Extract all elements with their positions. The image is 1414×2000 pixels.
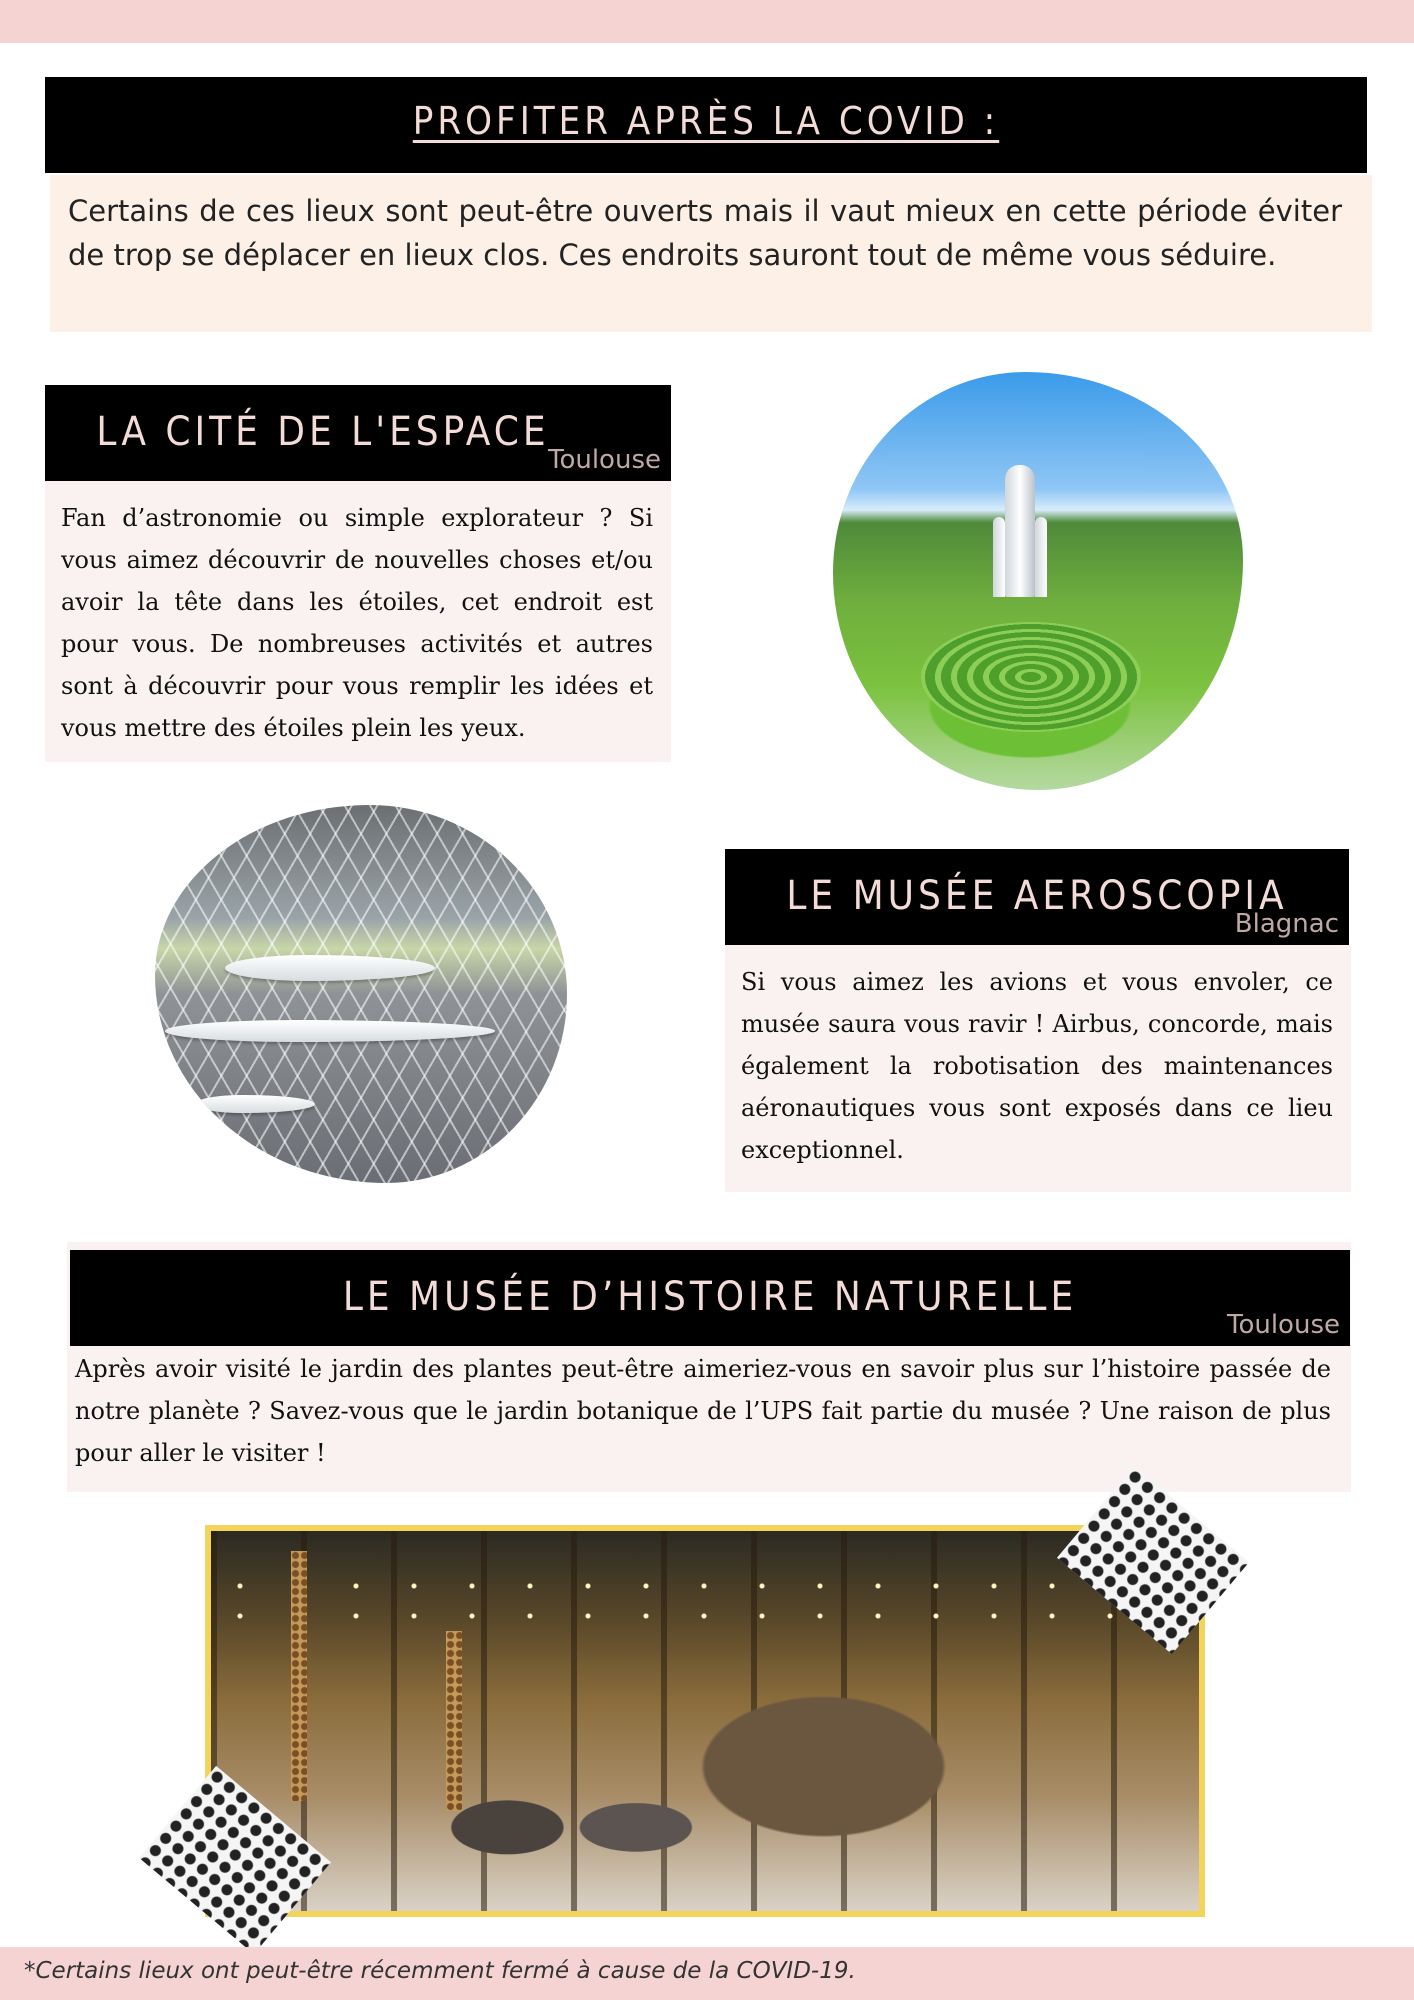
ceiling-lights <box>211 1571 1199 1631</box>
aeroscopia-photo <box>155 805 567 1183</box>
giraffe-shape <box>291 1551 307 1801</box>
histoire-naturelle-title: LE MUSÉE D’HISTOIRE NATURELLE <box>342 1274 1078 1320</box>
garden-shape <box>921 622 1141 732</box>
cite-espace-title: LA CITÉ DE L'ESPACE <box>96 409 550 455</box>
top-decorative-band <box>0 0 1414 43</box>
cite-espace-photo <box>833 372 1243 790</box>
aeroscopia-title: LE MUSÉE AEROSCOPIA <box>786 873 1288 919</box>
cite-espace-city: Toulouse <box>547 445 661 475</box>
covid-section-title: PROFITER APRÈS LA COVID : <box>412 99 1000 143</box>
covid-intro-text: Certains de ces lieux sont peut-être ouverts mais il vaut mieux en cette période éviter de trop se déplacer en lieux clos. Ces endroits sauront tout de même vous séduire. <box>68 194 1342 272</box>
covid-section-header <box>45 77 1367 173</box>
concorde-shape <box>165 1020 495 1042</box>
footnote: *Certains lieux ont peut-être récemment fermé à cause de la COVID-19. <box>24 1958 856 1984</box>
aeroscopia-description-box <box>725 945 1351 1192</box>
rocket-shape <box>1005 465 1035 597</box>
histoire-naturelle-photo <box>205 1525 1205 1917</box>
cite-espace-description-box <box>45 481 671 762</box>
cite-espace-header <box>45 385 671 481</box>
histoire-naturelle-city: Toulouse <box>1226 1310 1340 1340</box>
giraffe-shape-small <box>446 1631 462 1811</box>
histoire-naturelle-description: Après avoir visité le jardin des plantes peut-être aimeriez-vous en savoir plus sur l’histoire passée de notre planète ? Savez-vous que le jardin botanique de l’UPS fait partie du musée ? Une raison de plus pour aller le visiter ! <box>75 1355 1331 1467</box>
cite-espace-description: Fan d’astronomie ou simple explorateur ? Si vous aimez découvrir de nouvelles choses et/ou avoir la tête dans les étoiles, cet endroit est pour vous. De nombreuses activités et autres sont à découvrir pour vous remplir les idées et vous mettre des étoiles plein les yeux. <box>61 504 653 742</box>
histoire-naturelle-header <box>70 1250 1350 1346</box>
covid-intro-box <box>50 175 1372 332</box>
airplane-shape <box>225 955 435 981</box>
aeroscopia-header <box>725 849 1349 945</box>
aeroscopia-city: Blagnac <box>1234 909 1339 939</box>
aeroscopia-description: Si vous aimez les avions et vous envoler, ce musée saura vous ravir ! Airbus, concorde, mais également la robotisation des maintenances aéronautiques vous sont exposés dans ce lieu exceptionnel. <box>741 968 1333 1164</box>
small-plane-shape <box>195 1095 315 1113</box>
